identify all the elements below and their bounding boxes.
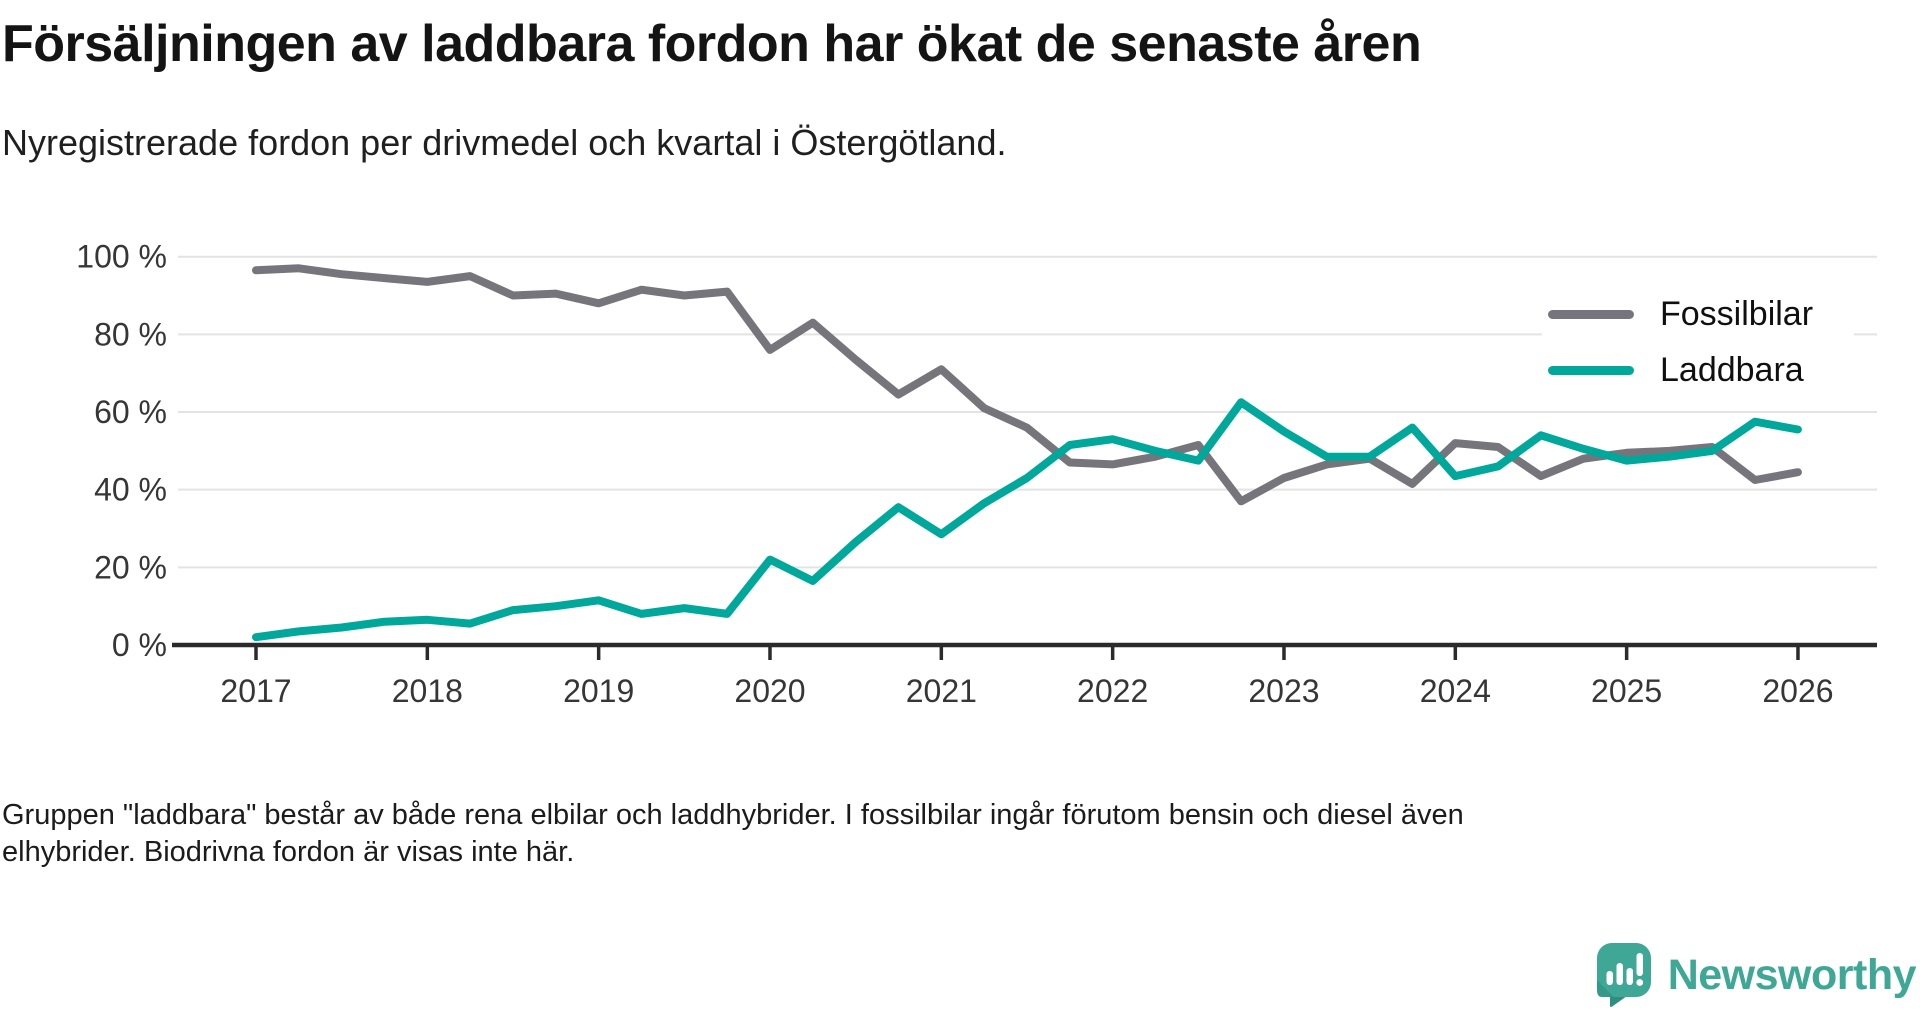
newsworthy-logo-icon [1596, 942, 1652, 1008]
y-tick-label-100: 100 % [76, 238, 167, 275]
page-title: Försäljningen av laddbara fordon har ökat de senaste åren [2, 15, 1422, 73]
x-tick-label-2017: 2017 [220, 673, 292, 709]
y-tick-label-0: 0 % [111, 627, 167, 663]
y-tick-label-40: 40 % [94, 471, 167, 508]
x-tick-label-2022: 2022 [1077, 673, 1149, 709]
x-tick-label-2018: 2018 [391, 673, 463, 709]
x-tick-label-2025: 2025 [1591, 673, 1663, 709]
x-tick-label-2026: 2026 [1762, 673, 1834, 709]
legend-item-fossilbilar [1542, 288, 1854, 340]
footnote [2, 797, 1882, 871]
legend-item-laddbara [1542, 344, 1854, 396]
footnote-line-1: Gruppen "laddbara" består av både rena elbilar och laddhybrider. I fossilbilar ingår förutom bensin och diesel även [2, 799, 1464, 831]
legend-swatch-laddbara [1548, 366, 1634, 375]
newsworthy-branding [1596, 942, 1916, 1008]
y-tick-label-20: 20 % [94, 549, 167, 586]
y-tick-label-80: 80 % [94, 316, 167, 353]
laddbara-line [256, 402, 1798, 637]
x-tick-label-2023: 2023 [1248, 673, 1320, 709]
legend-label-fossilbilar: Fossilbilar [1660, 294, 1814, 333]
x-tick-label-2019: 2019 [563, 673, 635, 709]
legend-swatch-fossilbilar [1548, 310, 1634, 319]
x-tick-label-2021: 2021 [905, 673, 977, 709]
x-tick-label-2020: 2020 [734, 673, 806, 709]
legend-label-laddbara: Laddbara [1660, 350, 1804, 389]
chart-subtitle: Nyregistrerade fordon per drivmedel och kvartal i Östergötland. [2, 122, 1007, 163]
y-tick-label-60: 60 % [94, 394, 167, 431]
newsworthy-wordmark: Newsworthy [1667, 950, 1916, 999]
legend [1542, 284, 1854, 400]
footnote-line-2: elhybrider. Biodrivna fordon är visas inte här. [2, 836, 575, 868]
x-tick-label-2024: 2024 [1419, 673, 1491, 709]
